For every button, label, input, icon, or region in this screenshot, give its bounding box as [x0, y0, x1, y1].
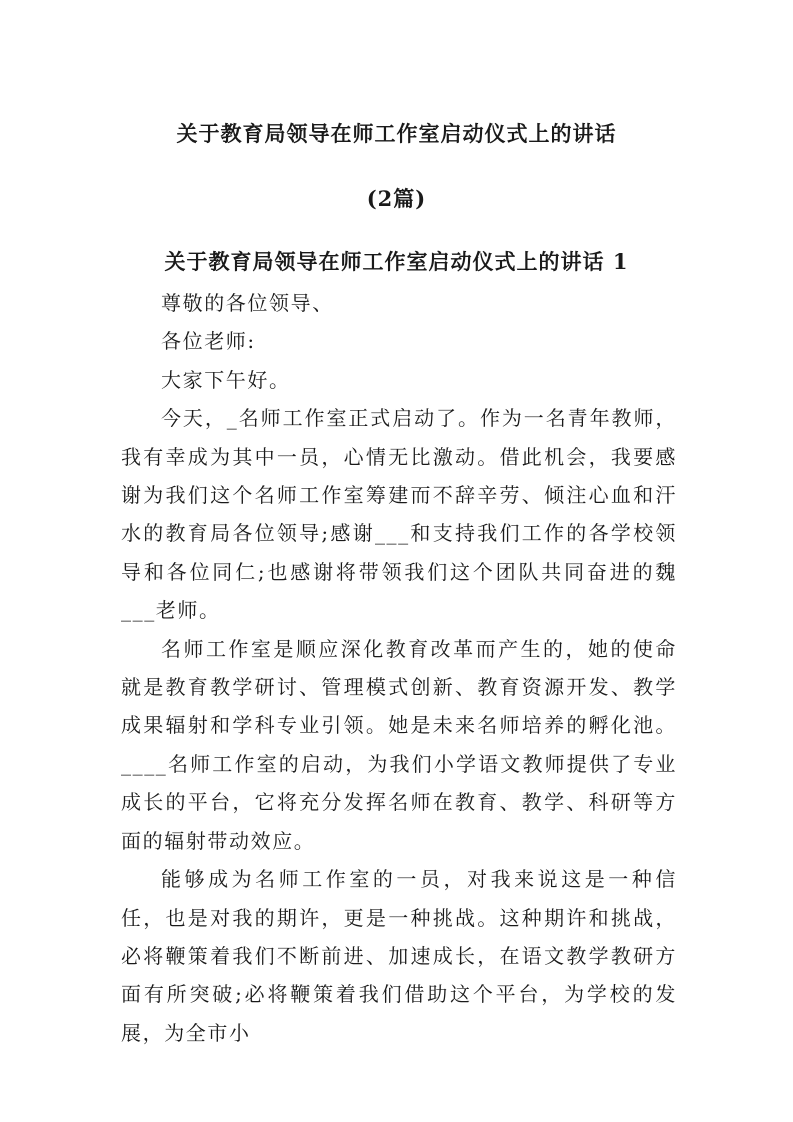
document-count: (2篇): [366, 186, 427, 211]
document-title: 关于教育局领导在师工作室启动仪式上的讲话: [176, 121, 617, 146]
section-title: 关于教育局领导在师工作室启动仪式上的讲话 1: [164, 249, 629, 274]
salutation-teachers: 各位老师:: [161, 329, 256, 354]
paragraph: 名师工作室是顺应深化教育改革而产生的，她的使命就是教育教学研讨、管理模式创新、教育资源开发、教学成果辐射和学科专业引领。她是未来名师培养的孵化池。____名师工作室的启动，为我们小学语文教师提供了专业成长的平台，它将充分发挥名师在教育、教学、科研等方面的辐射带动效应。: [121, 636, 677, 853]
greeting: 大家下午好。: [161, 367, 291, 392]
paragraph: 能够成为名师工作室的一员，对我来说这是一种信任，也是对我的期许，更是一种挑战。这种期许和挑战，必将鞭策着我们不断前进、加速成长，在语文教学教研方面有所突破;必将鞭策着我们借助这个平台，为学校的发展，为全市小: [121, 867, 677, 1045]
salutation-leaders: 尊敬的各位领导、: [161, 291, 334, 315]
speech-body: [121, 284, 677, 1052]
paragraph: 今天，_名师工作室正式启动了。作为一名青年教师，我有幸成为其中一员，心情无比激动。借此机会，我要感谢为我们这个名师工作室筹建而不辞辛劳、倾注心血和汗水的教育局各位领导;感谢___和支持我们工作的各学校领导和各位同仁;也感谢将带领我们这个团队共同奋进的魏___老师。: [121, 406, 677, 623]
